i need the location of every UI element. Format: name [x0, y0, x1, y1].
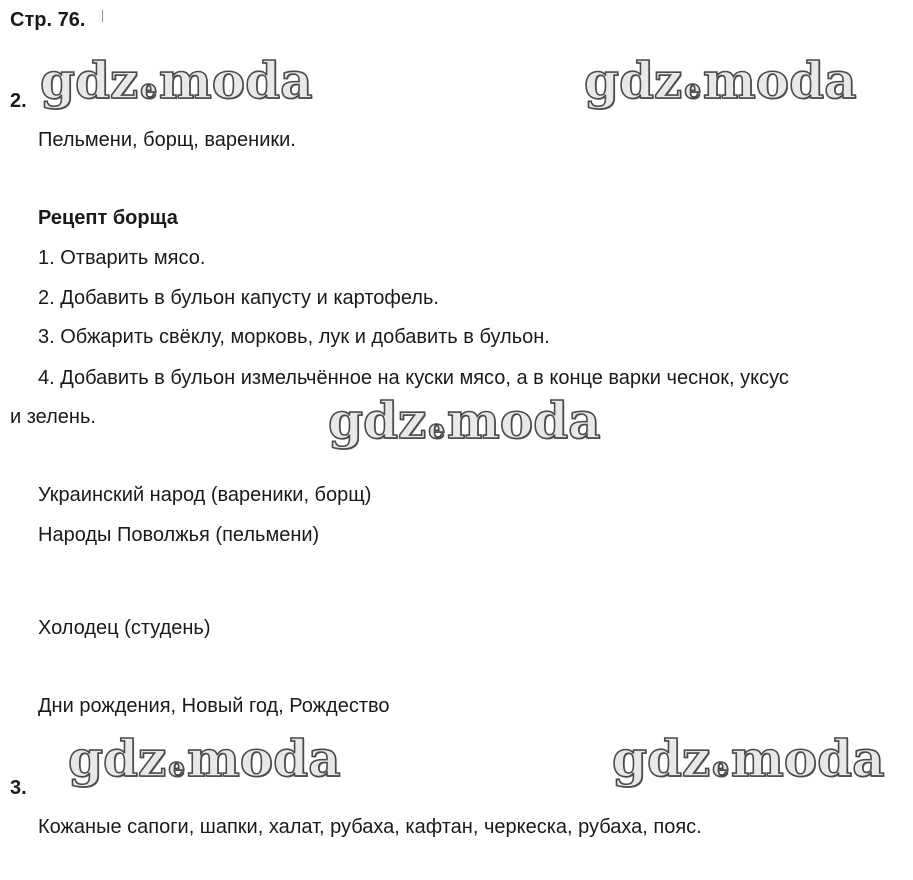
- recipe-step: 2. Добавить в бульон капусту и картофель.: [38, 287, 439, 309]
- task-2-dishes: Пельмени, борщ, вареники.: [38, 129, 296, 151]
- watermark-logo: gdzemoda: [68, 729, 341, 788]
- watermark-logo: gdzemoda: [328, 391, 601, 450]
- task-3-number: 3.: [10, 777, 27, 799]
- task-3-clothing: Кожаные сапоги, шапки, халат, рубаха, кафтан, черкеска, рубаха, пояс.: [38, 816, 702, 838]
- watermark-logo: gdzemoda: [584, 51, 857, 110]
- recipe-step: 1. Отварить мясо.: [38, 247, 206, 269]
- stray-mark: [102, 10, 103, 22]
- holidays: Дни рождения, Новый год, Рождество: [38, 695, 390, 717]
- page-label: Стр. 76.: [10, 9, 86, 31]
- recipe-step: 4. Добавить в бульон измельчённое на куски мясо, а в конце варки чеснок, уксус: [38, 367, 789, 389]
- task-2-number: 2.: [10, 90, 27, 112]
- recipe-title: Рецепт борща: [38, 207, 178, 229]
- watermark-logo: gdzemoda: [40, 51, 313, 110]
- recipe-step-continuation: и зелень.: [10, 406, 96, 428]
- watermark-logo: gdzemoda: [612, 729, 885, 788]
- people-dishes: Украинский народ (вареники, борщ): [38, 484, 372, 506]
- people-dishes: Народы Поволжья (пельмени): [38, 524, 320, 546]
- recipe-step: 3. Обжарить свёклу, морковь, лук и добавить в бульон.: [38, 326, 550, 348]
- dish-extra: Холодец (студень): [38, 617, 211, 639]
